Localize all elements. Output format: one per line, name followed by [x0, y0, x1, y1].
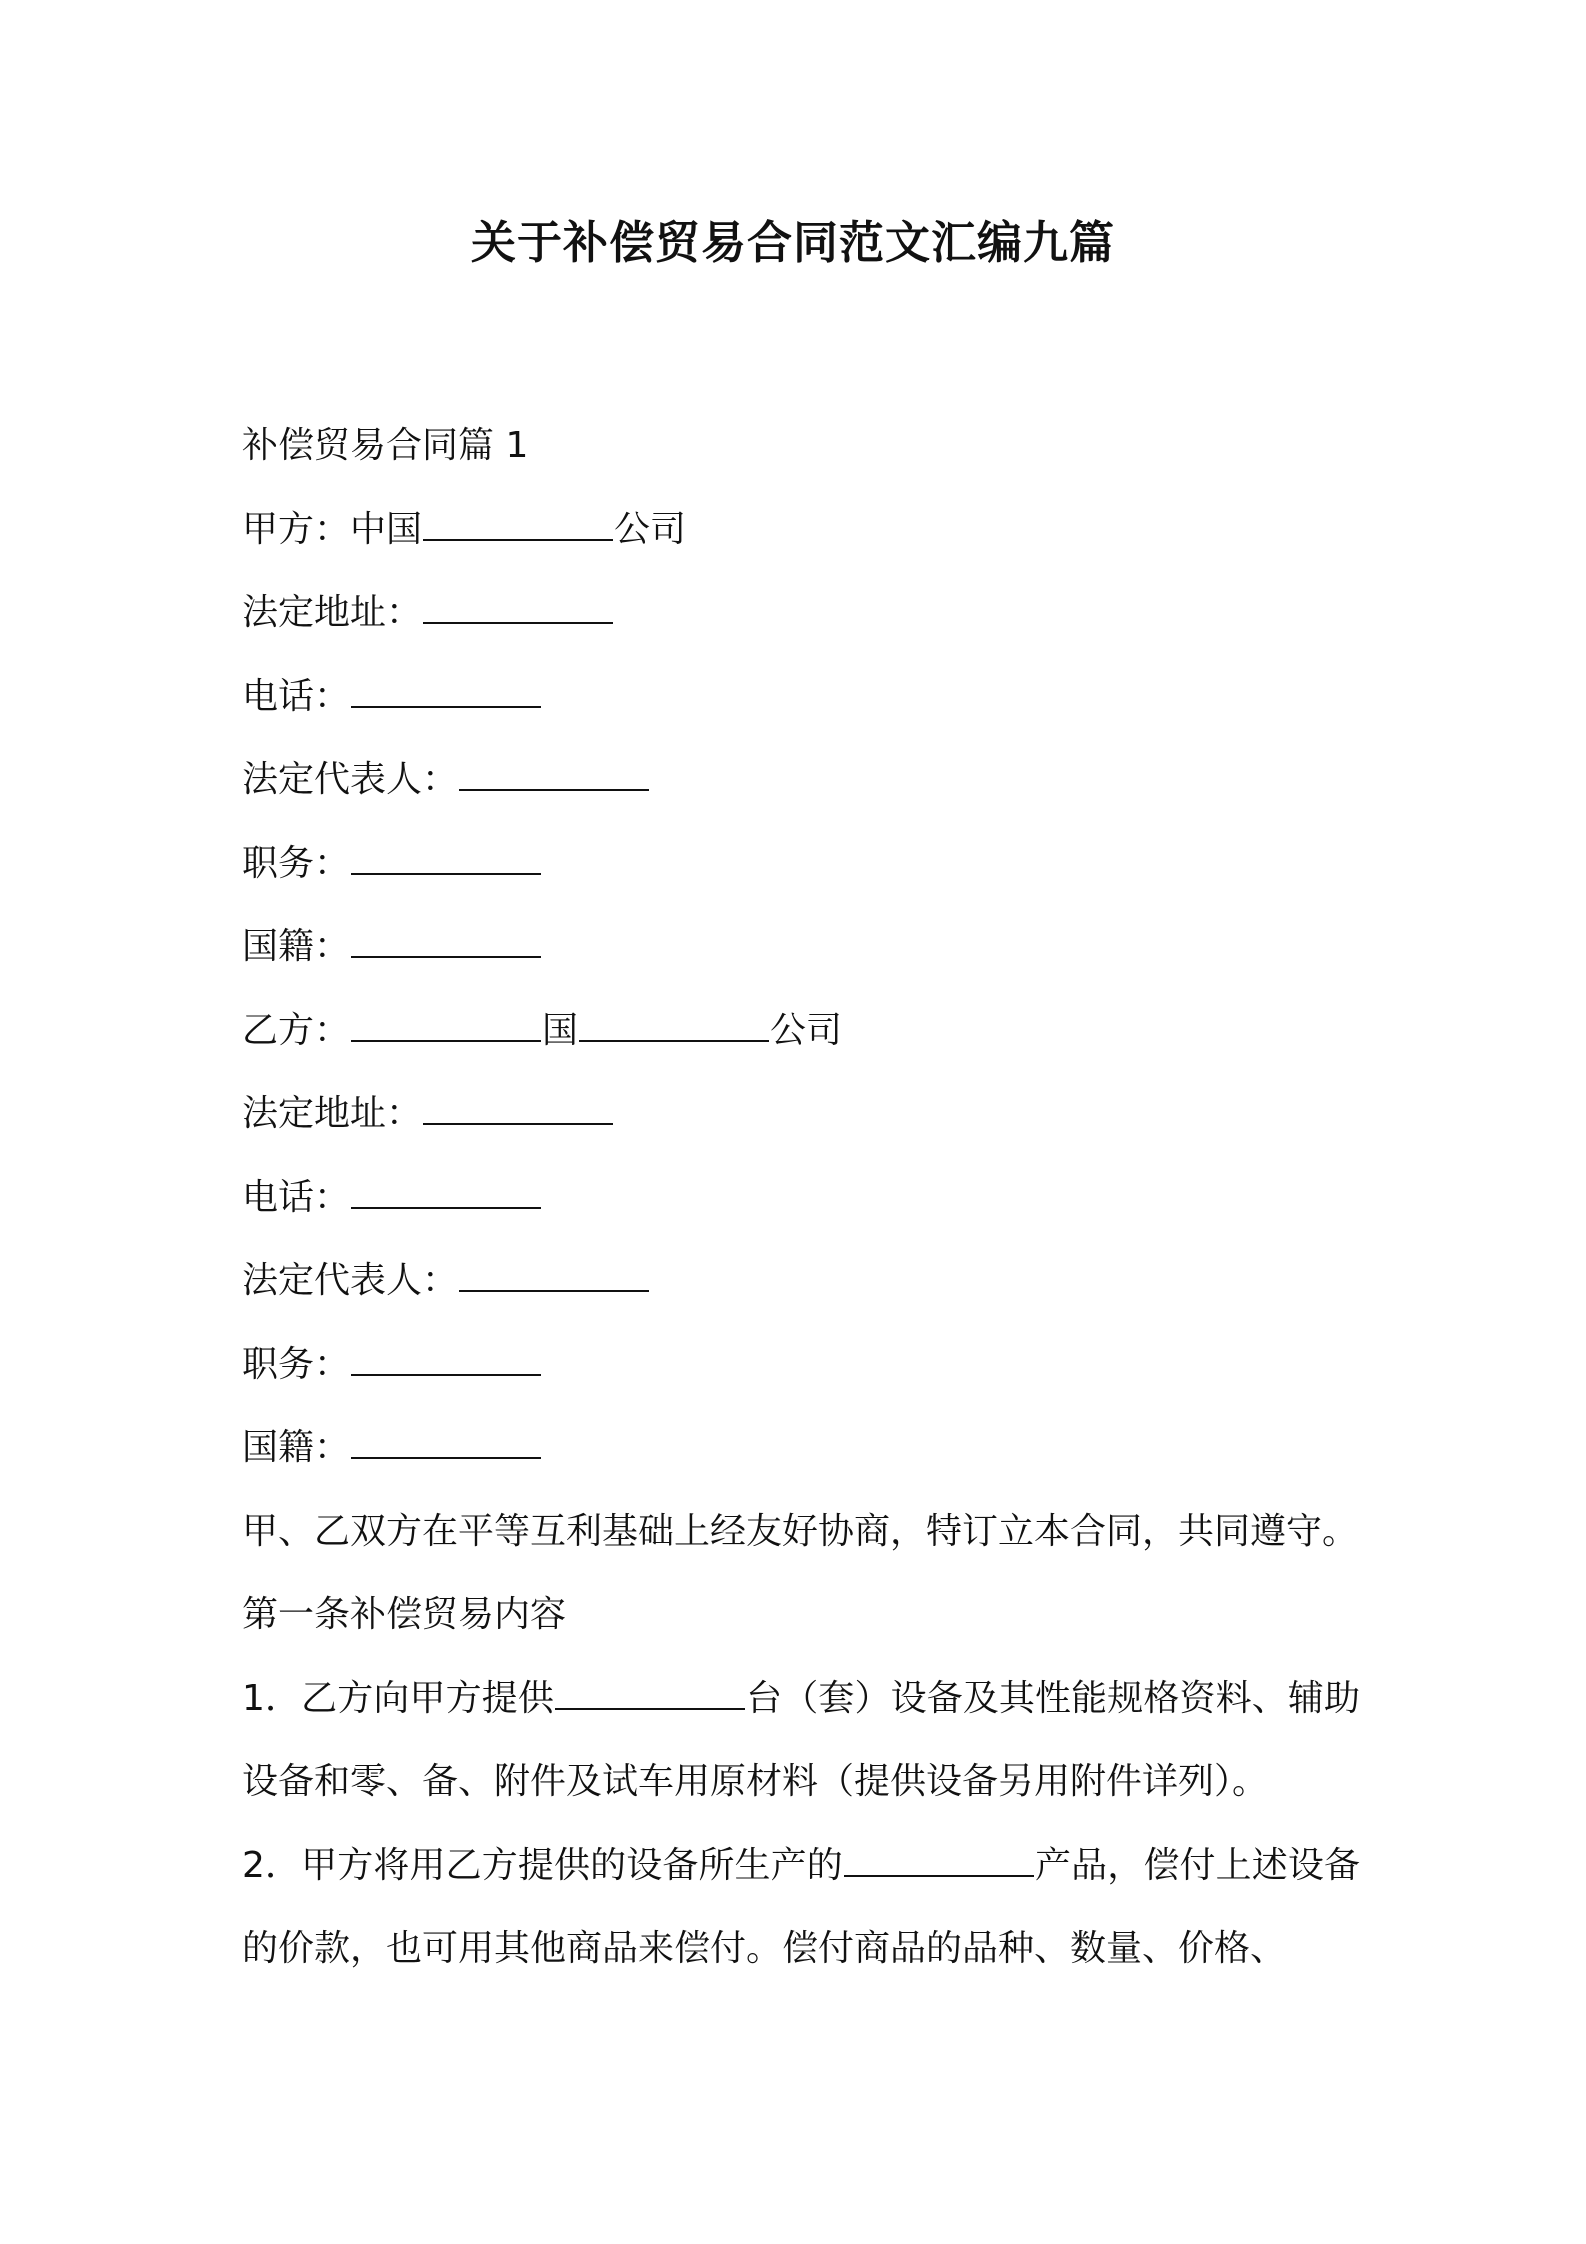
article-one-heading: 第一条补偿贸易内容	[242, 1594, 567, 1635]
intro-statement: 甲、乙双方在平等互利基础上经友好协商，特订立本合同，共同遵守。	[242, 1510, 1359, 1552]
party-a-position-label: 职务：	[242, 842, 351, 884]
party-a-phone	[242, 655, 1360, 739]
party-a-position	[242, 822, 1360, 906]
party-b-phone-label: 电话：	[242, 1176, 351, 1218]
party-b-representative-label: 法定代表人：	[242, 1260, 459, 1301]
party-b-phone	[242, 1156, 1360, 1240]
party-b-address-label: 法定地址：	[242, 1093, 423, 1134]
clause-1	[242, 1657, 1360, 1824]
fill-blank	[459, 1260, 649, 1292]
fill-blank	[423, 1093, 613, 1125]
party-a-name-label: 甲方：中国	[242, 508, 423, 550]
party-b-name-suffix: 公司	[770, 1009, 843, 1051]
fill-blank	[351, 1344, 541, 1376]
party-a-address-label: 法定地址：	[242, 592, 423, 633]
party-b-position	[242, 1323, 1360, 1407]
document-title: 关于补偿贸易合同范文汇编九篇	[470, 216, 1115, 269]
fill-blank	[351, 843, 541, 875]
party-a-phone-label: 电话：	[242, 675, 351, 717]
party-b-name-label: 乙方：	[242, 1009, 351, 1051]
fill-blank	[351, 1427, 541, 1459]
party-a-nationality	[242, 905, 1360, 989]
party-b-address	[242, 1072, 1360, 1156]
fill-blank	[555, 1678, 745, 1710]
party-b-nationality	[242, 1406, 1360, 1490]
fill-blank	[423, 592, 613, 624]
clause-1-after-blank: 台（套）设备及其性能规格资料、辅助设备和零、备、附件及试车用原材料（提供设备另用附件详列）。	[242, 1677, 1360, 1802]
fill-blank	[459, 759, 649, 791]
party-b-nationality-label: 国籍：	[242, 1427, 351, 1468]
party-b-name	[242, 989, 1360, 1073]
party-a-name-suffix: 公司	[614, 508, 687, 550]
fill-blank	[844, 1845, 1034, 1877]
fill-blank	[351, 1010, 541, 1042]
party-a-address	[242, 571, 1360, 655]
party-a-representative	[242, 738, 1360, 822]
party-a-nationality-label: 国籍：	[242, 926, 351, 967]
fill-blank	[351, 926, 541, 958]
clause-2	[242, 1824, 1360, 1991]
party-a-representative-label: 法定代表人：	[242, 759, 459, 800]
party-b-name-middle: 国	[542, 1009, 579, 1051]
fill-blank	[351, 676, 541, 708]
fill-blank	[579, 1010, 769, 1042]
document-body	[242, 404, 1360, 1991]
clause-2-after-blank: 产品，偿付上述设备的价款，也可用其他商品来偿付。偿付商品的品种、数量、价格、	[242, 1844, 1360, 1969]
fill-blank	[423, 509, 613, 541]
party-a-name	[242, 488, 1360, 572]
clause-2-before-blank: 2．甲方将用乙方提供的设备所生产的	[242, 1844, 843, 1886]
party-b-representative	[242, 1239, 1360, 1323]
section-heading: 补偿贸易合同篇 1	[242, 425, 529, 466]
party-b-position-label: 职务：	[242, 1343, 351, 1385]
fill-blank	[351, 1177, 541, 1209]
clause-1-before-blank: 1．乙方向甲方提供	[242, 1677, 554, 1719]
